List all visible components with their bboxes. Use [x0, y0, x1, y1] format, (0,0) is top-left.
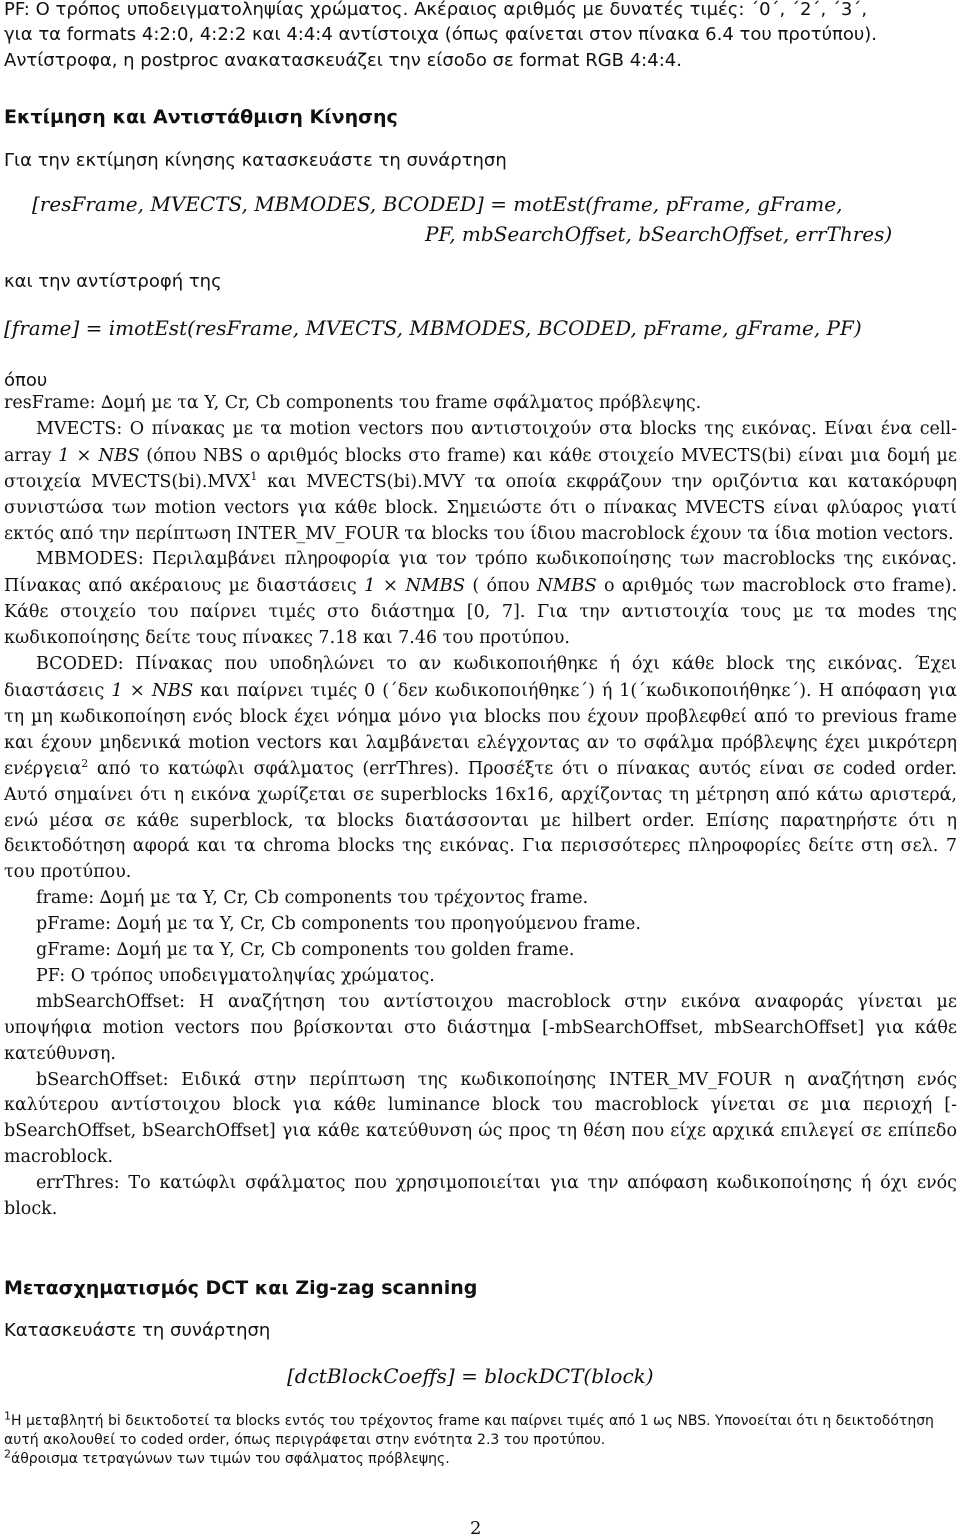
footnote-mark-2: 2: [4, 1447, 11, 1461]
equation-motest-line1: [resFrame, MVECTS, MBMODES, BCODED] = motEst(frame, pFrame, gFrame,: [32, 192, 843, 216]
intro-line-3: Αντίστροφα, η postproc ανακατασκευάζει την είσοδο σε format RGB 4:4:4.: [4, 50, 682, 71]
footnote-ref-2: 2: [81, 756, 89, 770]
section-heading-dct: Μετασχηµατισµός DCT και Zig-zag scanning: [4, 1277, 478, 1299]
where-label: όπου: [4, 370, 48, 391]
equation-imotest: [frame] = imotEst(resFrame, MVECTS, MBMODES, BCODED, pFrame, gFrame, PF): [4, 316, 862, 340]
footnotes: [4, 1409, 957, 1469]
desc-bcoded-b: και παίρνει τιµές 0 (΄δεν κωδικοποιήθηκε΄) ή 1(΄κωδικοποιήθηκε΄). Η απόφαση για τη µη κωδικοποίηση ενός block έχει νόηµα µόνο για blocks που έχουν προβλεφθεί από το previous frame και έχουν µηδενικά motion vectors και λαµβάνεται ελέγχοντας αν το σφάλµα πρόβλεψης έχει µικρότερη ενέργεια: [4, 680, 958, 779]
footnote-2: [4, 1447, 957, 1469]
desc-frame: frame: ∆οµή µε τα Y, Cr, Cb components του τρέχοντος frame.: [36, 888, 589, 909]
section-heading-motion: Εκτίµηση και Αντιστάθµιση Κίνησης: [4, 106, 398, 128]
equation-motest-line2: PF, mbSearchOffset, bSearchOffset, errThres): [425, 222, 893, 246]
desc-mvects-b: (όπου NBS ο αριθµός blocks στο frame) και κάθε στοιχείο MVECTS(bi) είναι µια δοµή µε στοιχεία MVECTS(bi).MVX: [4, 445, 957, 492]
desc-bcoded-c: από το κατώφλι σφάλµατος (errThres). Προσέξτε ότι ο πίνακας αυτός είναι σε coded order. Αυτό σηµαίνει ότι η εικόνα χωρίζεται σε superblocks 16x16, αρχίζοντας τη µέτρηση από κάτω αριστερά, ενώ µέσα σε κάθε superblock, τα blocks διατάσσονται µε hilbert order. Επίσης παρατηρήστε ότι η δεικτοδότηση αφορά και τα chroma blocks της εικόνας. Για περισσότερες πληροφορίες δείτε στη σελ. 7 του προτύπου.: [4, 758, 957, 883]
desc-resframe: resFrame: ∆οµή µε τα Y, Cr, Cb components του frame σφάλµατος πρόβλεψης.: [4, 393, 702, 413]
desc-mbmodes-c: ο αριθµός των macroblock στο frame). Κάθε στοιχείο του παίρνει τιµές στο διάστηµα [0, 7]. Για την αντιστοιχία τους µε τα modes της κωδικοποίησης δείτε τους πίνακες 7.18 και 7.46 του προτύπου.: [4, 576, 958, 649]
desc-mbmodes-a: MBMODES: Περιλαµβάνει πληροφορία για τον τρόπο κωδικοποίησης των macroblocks της εικόνας. Πίνακας από ακέραιους µε διαστάσεις: [4, 549, 957, 597]
desc-mvects-a: MVECTS: Ο πίνακας µε τα motion vectors που αντιστοιχούν στα blocks της εικόνας. Είναι ένα cell-array: [4, 418, 957, 466]
equation-blockdct: [dctBlockCoeffs] = blockDCT(block): [287, 1364, 654, 1388]
intro-line-1: PF: Ο τρόπος υποδειγµατοληψίας χρώµατος. Ακέραιος αριθµός µε δυνατές τιµές: ΄0΄, ΄2΄, ΄3΄,: [4, 0, 868, 20]
intro-line-2: για τα formats 4:2:0, 4:2:2 και 4:4:4 αντίστοιχα (όπως φαίνεται στον πίνακα 6.4 του προτύπου).: [4, 24, 878, 45]
desc-pframe: pFrame: ∆οµή µε τα Y, Cr, Cb components του προηγούµενου frame.: [36, 914, 641, 935]
desc-mvects-math: 1 × NBS: [58, 444, 140, 466]
motion-lead: Για την εκτίµηση κίνησης κατασκευάστε τη συνάρτηση: [4, 150, 507, 171]
desc-mbmodes: [4, 547, 957, 652]
footnote-text-2: άθροισµα τετραγώνων των τιµών του σφάλµατος πρόβλεψης.: [11, 1451, 450, 1467]
desc-mvects-c: και MVECTS(bi).MVY τα οποία εκφράζουν την οριζόντια και κατακόρυφη συνιστώσα των motion vectors για κάθε block. Σηµειώστε ότι ο πίνακας MVECTS είναι φλύαρος γιατί εκτός από την περίπτωση INTER_MV_FOUR τα blocks του ίδιου macroblock έχουν τα ίδια motion vectors.: [4, 471, 957, 544]
desc-gframe: gFrame: ∆οµή µε τα Y, Cr, Cb components του golden frame.: [36, 940, 575, 961]
desc-bcoded-a: BCODED: Πίνακας που υποδηλώνει το αν κωδικοποιήθηκε ή όχι κάθε block της εικόνας. Έχει διαστάσεις: [4, 654, 957, 701]
footnote-ref-1: 1: [250, 469, 258, 483]
footnote-text-1: Η µεταβλητή bi δεικτοδοτεί τα blocks εντός του τρέχοντος frame και παίρνει τιµές από 1 ως NBS. Υπονοείται ότι η δεικτοδότηση αυτή ακολουθεί το coded order, όπως περιγράφεται στην ενότητα 2.3 του προτύπου.: [4, 1413, 934, 1448]
desc-mbmodes-b: ( όπου: [465, 576, 537, 597]
dct-lead: Κατασκευάστε τη συνάρτηση: [4, 1320, 271, 1341]
desc-mbsearchoffset: mbSearchOffset: Η αναζήτηση του αντίστοιχου macroblock στην εικόνα αναφοράς γίνεται µε υποψήφια motion vectors που βρίσκονται στο διάστηµα [-mbSearchOffset, mbSearchOffset] για κάθε κατεύθυνση.: [4, 991, 957, 1064]
page-number: 2: [470, 1518, 482, 1539]
desc-pf: PF: Ο τρόπος υποδειγµατοληψίας χρώµατος.: [36, 965, 435, 986]
desc-bcoded-math: 1 × NBS: [111, 679, 194, 701]
desc-bcoded: [4, 652, 957, 886]
desc-mbmodes-math2: NMBS: [536, 575, 597, 597]
desc-errthres: errThres: Το κατώφλι σφάλµατος που χρησιµοποιείται για την απόφαση κωδικοποίησης ή όχι ενός block.: [4, 1173, 957, 1220]
inverse-lead: και την αντίστροφή της: [4, 271, 222, 292]
footnote-mark-1: 1: [4, 1409, 11, 1423]
footnote-1: [4, 1409, 957, 1450]
desc-bsearchoffset: bSearchOffset: Ειδικά στην περίπτωση της κωδικοποίησης INTER_MV_FOUR η αναζήτηση ενός καλύτερου αντίστοιχου block για κάθε luminance block του macroblock γίνεται σε µια περιοχή [-bSearchOffset, bSearchOffset] για κάθε κατεύθυνση ώς προς τη θέση που είχε αρχικά επιλεγεί σε επίπεδο macroblock.: [4, 1069, 957, 1168]
parameter-descriptions: [4, 391, 957, 1223]
desc-mvects: [4, 417, 957, 548]
desc-mbmodes-math1: 1 × NMBS: [363, 575, 466, 597]
